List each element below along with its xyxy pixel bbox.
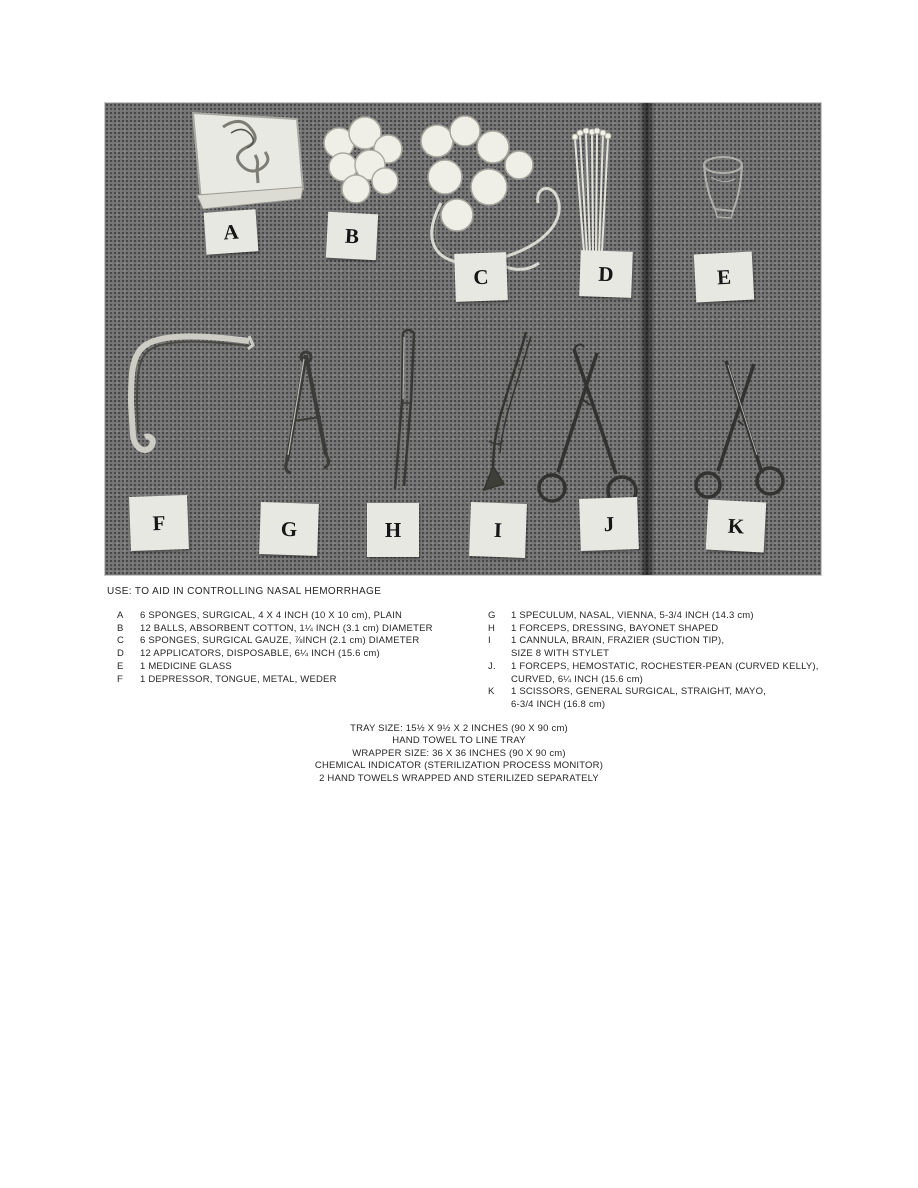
legend-row bbox=[488, 699, 833, 712]
item-letter: A bbox=[117, 610, 124, 621]
surgical-sponges-icon bbox=[193, 113, 303, 209]
legend-row bbox=[117, 635, 482, 648]
item-label-F bbox=[129, 495, 189, 551]
item-description: 12 APPLICATORS, DISPOSABLE, 6¼ INCH (15.6 cm) bbox=[140, 648, 380, 660]
use-statement: USE: TO AID IN CONTROLLING NASAL HEMORRHAGE bbox=[107, 586, 382, 597]
item-letter: G bbox=[488, 610, 496, 621]
item-label-K bbox=[706, 500, 767, 553]
label-letter: J bbox=[603, 511, 615, 536]
item-description: 1 SCISSORS, GENERAL SURGICAL, STRAIGHT, MAYO, bbox=[511, 686, 766, 698]
item-label-G bbox=[259, 502, 319, 556]
legend-left-column bbox=[117, 610, 482, 686]
tray-size-line: TRAY SIZE: 15½ X 9½ X 2 INCHES (90 X 90 cm) bbox=[350, 723, 568, 734]
label-letter: A bbox=[222, 219, 240, 245]
chemical-indicator-line: CHEMICAL INDICATOR (STERILIZATION PROCESS MONITOR) bbox=[314, 760, 604, 772]
hand-towel-line: HAND TOWEL TO LINE TRAY bbox=[392, 735, 526, 747]
item-letter: B bbox=[117, 622, 124, 634]
gauze-sponges-icon bbox=[421, 116, 559, 269]
legend-row bbox=[117, 610, 482, 623]
legend-row bbox=[117, 648, 482, 661]
label-letter: D bbox=[598, 261, 615, 286]
item-label-A bbox=[204, 209, 259, 255]
item-description: 6 SPONGES, SURGICAL GAUZE, ⅞INCH (2.1 cm) DIAMETER bbox=[140, 635, 420, 647]
item-letter bbox=[488, 674, 511, 687]
label-letter: C bbox=[472, 264, 489, 289]
label-letter: G bbox=[280, 516, 298, 541]
bayonet-forceps-icon bbox=[395, 330, 414, 489]
item-letter: D bbox=[117, 648, 125, 660]
item-description: 1 CANNULA, BRAIN, FRAZIER (SUCTION TIP), bbox=[511, 635, 725, 647]
suction-cannula-icon bbox=[484, 332, 531, 490]
item-description: 6-3/4 INCH (16.8 cm) bbox=[511, 698, 606, 710]
legend-row bbox=[488, 674, 833, 687]
legend-row bbox=[488, 610, 833, 623]
item-description: 1 DEPRESSOR, TONGUE, METAL, WEDER bbox=[140, 673, 337, 685]
item-description: 1 FORCEPS, DRESSING, BAYONET SHAPED bbox=[511, 622, 719, 634]
item-letter: C bbox=[117, 635, 125, 647]
item-letter: I bbox=[488, 635, 491, 647]
item-description: 6 SPONGES, SURGICAL, 4 X 4 INCH (10 X 10 cm), PLAIN bbox=[140, 610, 403, 621]
item-letter: H bbox=[488, 622, 496, 634]
legend-row bbox=[488, 661, 833, 674]
cotton-balls-icon bbox=[324, 117, 402, 203]
wrapper-size-line: WRAPPER SIZE: 36 X 36 INCHES (90 X 90 cm) bbox=[352, 747, 566, 759]
legend-right-column bbox=[488, 610, 833, 712]
item-description: 12 BALLS, ABSORBENT COTTON, 1¼ INCH (3.1 cm) DIAMETER bbox=[140, 622, 433, 634]
label-letter: H bbox=[384, 517, 402, 542]
item-description: SIZE 8 WITH STYLET bbox=[511, 648, 610, 660]
nasal-speculum-icon bbox=[286, 352, 329, 473]
item-description: CURVED, 6¼ INCH (15.6 cm) bbox=[511, 673, 644, 685]
label-letter: K bbox=[727, 513, 745, 538]
background-crease bbox=[639, 103, 655, 575]
legend-row bbox=[488, 623, 833, 636]
item-letter: F bbox=[117, 673, 124, 685]
label-letter: E bbox=[716, 264, 732, 289]
item-label-B bbox=[326, 212, 378, 261]
item-label-H bbox=[367, 503, 419, 557]
item-description: 1 FORCEPS, HEMOSTATIC, ROCHESTER-PEAN (CURVED KELLY), bbox=[511, 660, 819, 672]
legend-row bbox=[117, 674, 482, 687]
item-label-I bbox=[469, 502, 527, 558]
hemostatic-forceps-icon bbox=[539, 344, 636, 505]
item-letter: J. bbox=[488, 660, 496, 672]
legend-row bbox=[488, 635, 833, 648]
item-label-D bbox=[579, 250, 633, 298]
legend-row bbox=[488, 686, 833, 699]
tray-photo bbox=[105, 103, 821, 575]
label-letter: B bbox=[344, 223, 360, 248]
item-letter bbox=[488, 699, 511, 712]
legend-row bbox=[488, 648, 833, 661]
item-letter bbox=[488, 648, 511, 661]
legend-row bbox=[117, 661, 482, 674]
label-letter: I bbox=[493, 517, 503, 542]
legend-row bbox=[117, 623, 482, 636]
item-letter: K bbox=[488, 686, 495, 698]
label-letter: F bbox=[152, 510, 166, 535]
item-letter: E bbox=[117, 660, 124, 672]
applicators-icon bbox=[572, 128, 611, 255]
item-description: 1 MEDICINE GLASS bbox=[140, 660, 232, 672]
item-label-C bbox=[454, 252, 508, 302]
tray-notes bbox=[0, 723, 918, 785]
medicine-glass-icon bbox=[704, 157, 742, 218]
scissors-icon bbox=[696, 361, 783, 497]
sterilized-towels-line: 2 HAND TOWELS WRAPPED AND STERILIZED SEPARATELY bbox=[319, 772, 599, 784]
item-label-J bbox=[579, 497, 639, 551]
item-label-E bbox=[694, 252, 754, 303]
tongue-depressor-icon bbox=[131, 336, 253, 450]
item-description: 1 SPECULUM, NASAL, VIENNA, 5-3/4 INCH (14.3 cm) bbox=[511, 610, 754, 621]
